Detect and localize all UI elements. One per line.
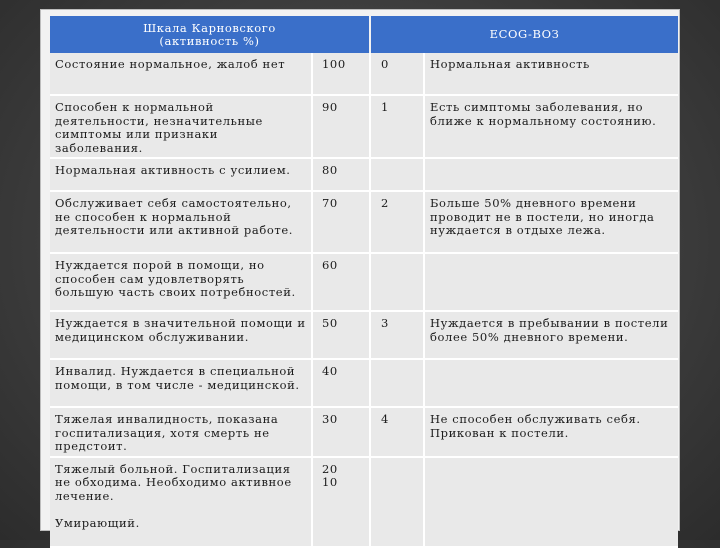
condition-cell: Нуждается в значительной помощи и медицинском обслуживании. (50, 311, 312, 359)
condition-cell: Инвалид. Нуждается в специальной помощи, в том числе - медицинской. (50, 359, 312, 407)
ecog-description-cell: Больше 50% дневного времени проводит не в постели, но иногда нуждается в отдыхе лежа. (424, 191, 678, 253)
karnofsky-score-cell: 20 10 (312, 457, 370, 547)
condition-cell: Обслуживает себя самостоятельно, не способен к нормальной деятельности или активной работе. (50, 191, 312, 253)
table-row (50, 158, 678, 191)
table-header-row (50, 16, 678, 53)
ecog-description-cell (424, 158, 678, 191)
condition-cell: Тяжелый больной. Госпитализация не обходима. Необходимо активное лечение. Умирающий. (50, 457, 312, 547)
condition-cell: Способен к нормальной деятельности, незначительные симптомы или признаки заболевания. (50, 95, 312, 158)
condition-cell: Нормальная активность с усилием. (50, 158, 312, 191)
karnofsky-score-cell: 40 (312, 359, 370, 407)
table-row (50, 253, 678, 311)
ecog-grade-cell (370, 158, 424, 191)
table-row (50, 457, 678, 547)
karnofsky-ecog-table (50, 16, 678, 548)
slide-frame (40, 9, 680, 531)
table-row (50, 191, 678, 253)
karnofsky-score-cell: 50 (312, 311, 370, 359)
ecog-grade-cell: 1 (370, 95, 424, 158)
table-row (50, 359, 678, 407)
ecog-grade-cell: 4 (370, 407, 424, 457)
table-row (50, 53, 678, 95)
ecog-grade-cell: 0 (370, 53, 424, 95)
ecog-description-cell (424, 359, 678, 407)
ecog-grade-cell: 2 (370, 191, 424, 253)
ecog-description-cell: Есть симптомы заболевания, но ближе к нормальному состоянию. (424, 95, 678, 158)
table-row (50, 407, 678, 457)
karnofsky-score-cell: 60 (312, 253, 370, 311)
ecog-grade-cell (370, 253, 424, 311)
karnofsky-score-cell: 80 (312, 158, 370, 191)
ecog-grade-cell (370, 359, 424, 407)
ecog-description-cell (424, 457, 678, 547)
ecog-grade-cell: 3 (370, 311, 424, 359)
condition-cell: Состояние нормальное, жалоб нет (50, 53, 312, 95)
header-ecog: ECOG-ВОЗ (370, 16, 678, 53)
table-row (50, 95, 678, 158)
ecog-grade-cell (370, 457, 424, 547)
condition-cell: Нуждается порой в помощи, но способен сам удовлетворять большую часть своих потребностей. (50, 253, 312, 311)
ecog-description-cell (424, 253, 678, 311)
condition-cell: Тяжелая инвалидность, показана госпитализация, хотя смерть не предстоит. (50, 407, 312, 457)
karnofsky-score-cell: 90 (312, 95, 370, 158)
karnofsky-score-cell: 100 (312, 53, 370, 95)
karnofsky-score-cell: 30 (312, 407, 370, 457)
ecog-description-cell: Не способен обслуживать себя. Прикован к постели. (424, 407, 678, 457)
karnofsky-score-cell: 70 (312, 191, 370, 253)
ecog-description-cell: Нуждается в пребывании в постели более 50% дневного времени. (424, 311, 678, 359)
ecog-description-cell: Нормальная активность (424, 53, 678, 95)
table-row (50, 311, 678, 359)
header-karnofsky: Шкала Карновского (активность %) (50, 16, 370, 53)
